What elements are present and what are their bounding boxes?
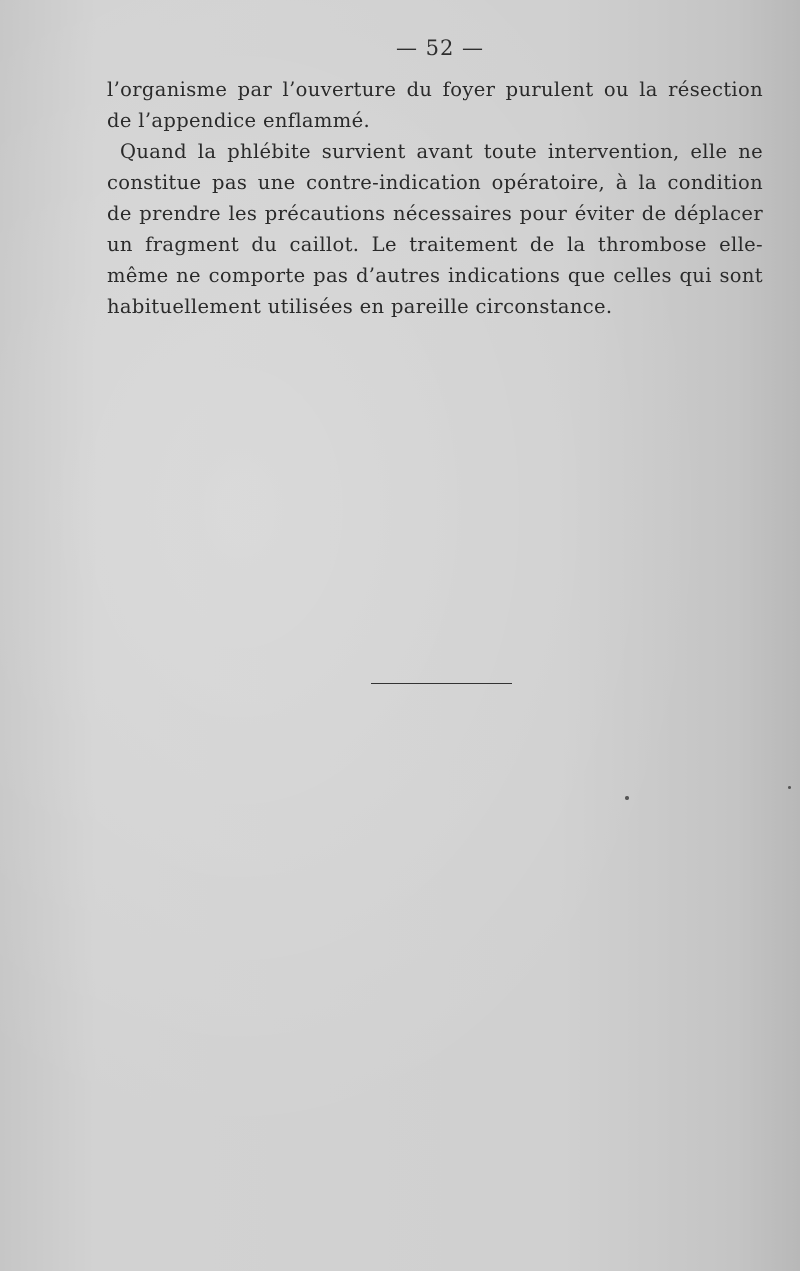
ink-spot <box>625 796 629 800</box>
page-number: — 52 — <box>395 36 485 60</box>
section-divider <box>371 683 512 684</box>
paragraph-continuation: l’organisme par l’ouverture du foyer purulent ou la résection de l’appendice enflammé. <box>107 78 763 132</box>
paragraph-phlebitis: Quand la phlébite survient avant toute intervention, elle ne constitue pas une contre-indication opératoire, à la condition de prendre les précautions nécessaires pour éviter de déplacer un fragment du caillot. Le traitement de la thrombose elle-même ne comporte pas d’autres indications que celles qui sont habituellement utilisées en pareille circonstance. <box>107 140 763 318</box>
body-text <box>107 74 763 322</box>
ink-spot <box>788 786 791 789</box>
